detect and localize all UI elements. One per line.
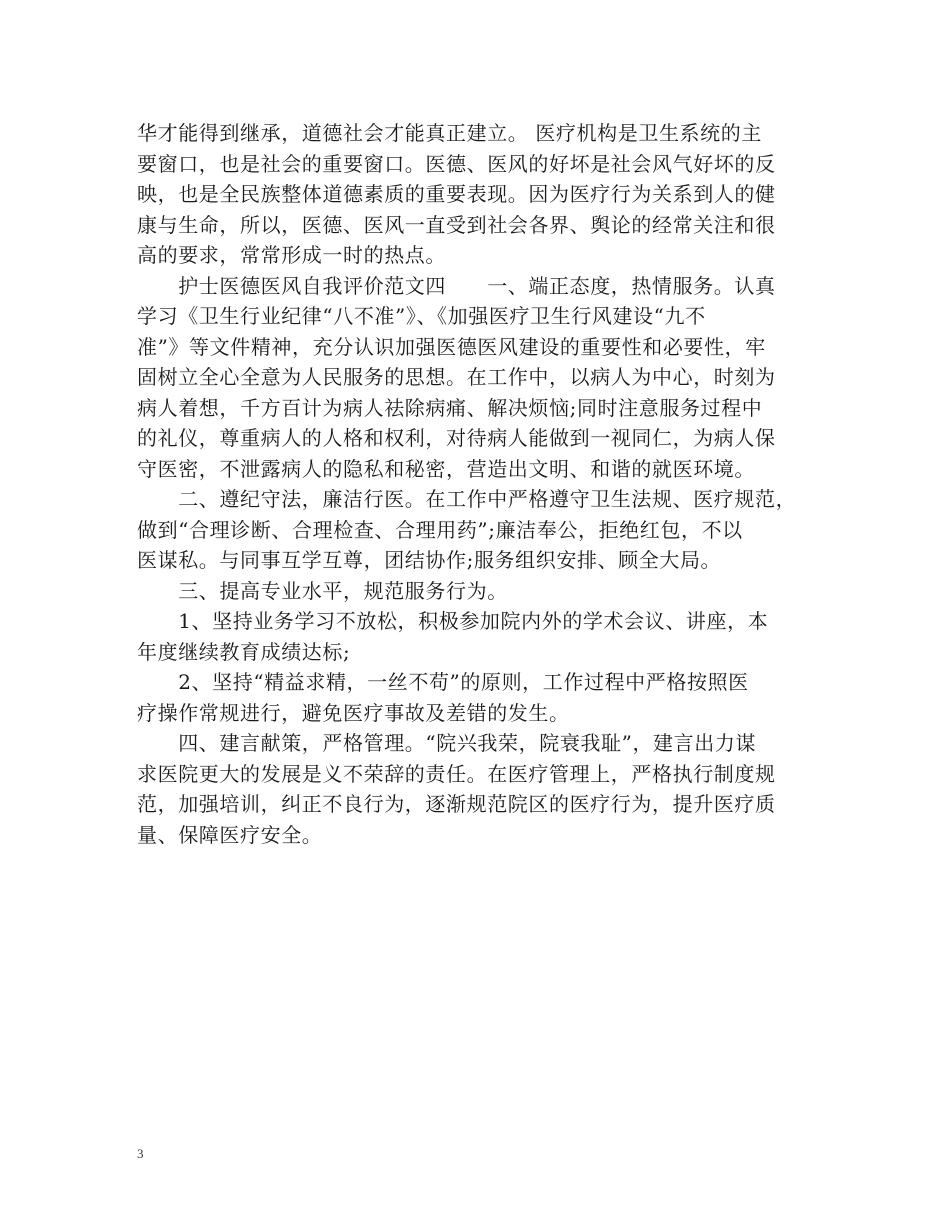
text-line: 1、坚持业务学习不放松，积极参加院内外的学术会议、讲座，本 [137, 609, 769, 633]
text-line: 高的要求，常常形成一时的热点。 [137, 243, 446, 267]
text-line: 守医密，不泄露病人的隐私和秘密，营造出文明、和谐的就医环境。 [137, 456, 755, 481]
text-line: 学习《卫生行业纪律“八不准”》、《加强医疗卫生行风建设“九不 [137, 304, 706, 328]
text-line: 护士医德医风自我评价范文四 一、端正态度，热情服务。认真 [137, 273, 776, 298]
text-line: 求医院更大的发展是义不荣辞的责任。在医疗管理上，严格执行制度规 [137, 761, 776, 786]
text-line: 要窗口，也是社会的重要窗口。医德、医风的好坏是社会风气好坏的反 [137, 151, 776, 176]
text-line: 范，加强培训，纠正不良行为，逐渐规范院区的医疗行为，提升医疗质 [137, 792, 776, 816]
text-line: 医谋私。与同事互学互尊，团结协作;服务组织安排、顾全大局。 [137, 548, 722, 572]
text-line: 做到“合理诊断、合理检查、合理用药”;廉洁奉公，拒绝红包，不以 [137, 517, 743, 542]
text-line: 映，也是全民族整体道德素质的重要表现。因为医疗行为关系到人的健 [137, 182, 776, 206]
text-line: 准”》等文件精神，充分认识加强医德医风建设的重要性和必要性，牢 [137, 334, 766, 359]
text-line: 华才能得到继承，道德社会才能真正建立。 医疗机构是卫生系统的主 [137, 121, 762, 145]
text-line: 2、坚持“精益求精，一丝不苟”的原则，工作过程中严格按照医 [137, 670, 749, 694]
text-line: 四、建言献策，严格管理。“院兴我荣，院衰我耻”，建言出力谋 [137, 731, 757, 755]
body-text [137, 118, 817, 850]
text-line: 量、保障医疗安全。 [137, 822, 323, 847]
text-line: 病人着想，千方百计为病人祛除病痛、解决烦恼;同时注意服务过程中 [137, 395, 763, 420]
text-line: 康与生命，所以，医德、医风一直受到社会各界、舆论的经常关注和很 [137, 212, 776, 237]
text-line: 二、遵纪守法，廉洁行医。在工作中严格遵守卫生法规、医疗规范， [137, 487, 797, 511]
text-line: 的礼仪，尊重病人的人格和权利，对待病人能做到一视同仁，为病人保 [137, 426, 776, 450]
text-line: 固树立全心全意为人民服务的思想。在工作中，以病人为中心，时刻为 [137, 365, 776, 389]
text-line: 年度继续教育成绩达标; [137, 639, 351, 664]
text-line: 三、提高专业水平，规范服务行为。 [137, 578, 508, 603]
text-line: 疗操作常规进行，避免医疗事故及差错的发生。 [137, 700, 570, 725]
page-number: 3 [137, 1146, 144, 1161]
